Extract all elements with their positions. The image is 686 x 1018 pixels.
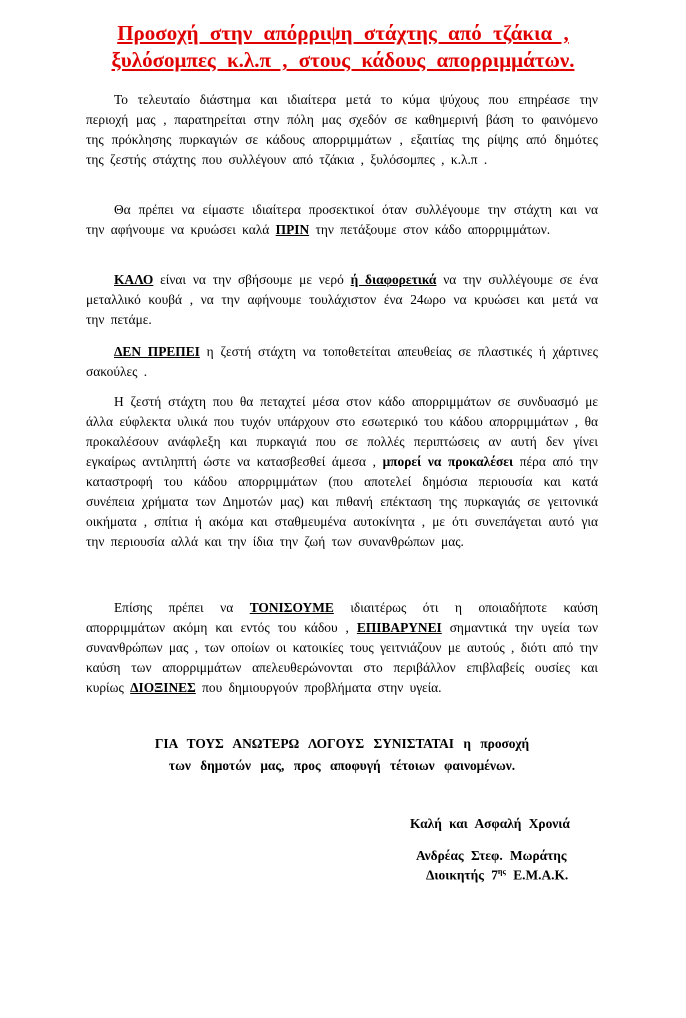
paragraph-6-text-1: Επίσης πρέπει να bbox=[114, 600, 234, 615]
paragraph-4-text: η ζεστή στάχτη να τοποθετείται απευθείας σε πλαστικές ή χάρτινες σακούλες . bbox=[86, 344, 598, 379]
role-superscript: ης bbox=[497, 867, 506, 876]
role-suffix: Ε.Μ.Α.Κ. bbox=[513, 867, 569, 883]
paragraph-6 bbox=[86, 598, 598, 698]
title-line-1: Προσοχή στην απόρριψη στάχτης από τζάκια , bbox=[117, 21, 569, 45]
paragraph-1-text: Το τελευταίο διάστημα και ιδιαίτερα μετά το κύμα ψύχους που επηρέασε την περιοχή μας , παρατηρείται στην πόλη μας σχεδόν σε καθημερινή βάση το φαινόμενο της πρόκλησης πυρκαγιών σε κάδους απορριμμάτων , εξαιτίας της ρίψης από δημότες της ζεστής στάχτης που συλλέγουν από τζάκια , ξυλόσομπες , κ.λ.π . bbox=[86, 92, 598, 167]
paragraph-2 bbox=[86, 200, 598, 240]
emphasis-epivarynei: ΕΠΙΒΑΡΥΝΕΙ bbox=[356, 620, 442, 635]
greeting: Καλή και Ασφαλή Χρονιά bbox=[410, 816, 570, 831]
paragraph-6-text-4: που δημιουργούν προβλήματα στην υγεία. bbox=[202, 680, 442, 695]
paragraph-5-text-2: πέρα από την καταστροφή του κάδου απορριμμάτων (που αποτελεί δημόσια περιουσία και κατά συνέπεια χρήματα των Δημοτών μας) και πιθανή επέκταση της πυρκαγιάς σε γειτονικά οικήματα , σπίτια ή ακόμα και σταθμευμένα αυτοκίνητα , με ότι συνεπάγεται αυτό για την περιουσία αλλά και την ίδια την ζωή των συνανθρώπων μας. bbox=[86, 454, 598, 549]
emphasis-diaforetika: ή διαφορετικά bbox=[350, 272, 437, 287]
paragraph-5 bbox=[86, 392, 598, 552]
paragraph-2-tail: την πετάξουμε στον κάδο απορριμμάτων. bbox=[315, 222, 551, 237]
paragraph-2-text: Θα πρέπει να είμαστε ιδιαίτερα προσεκτικοί όταν συλλέγουμε την στάχτη και να την αφήνουμε να κρυώσει καλά bbox=[86, 202, 598, 237]
conclusion-line-1: ΓΙΑ ΤΟΥΣ ΑΝΩΤΕΡΩ ΛΟΓΟΥΣ ΣΥΝΙΣΤΑΤΑΙ η προσοχή bbox=[154, 736, 530, 751]
paragraph-3-text-2: να την συλλέγουμε σε ένα μεταλλικό κουβά , να την αφήνουμε τουλάχιστον ένα 24ωρο να κρυώσει και μετά να την πετάμε. bbox=[86, 272, 599, 327]
role-prefix: Διοικητής 7 bbox=[426, 867, 498, 883]
paragraph-6-text-2: ιδιαιτέρως ότι η οποιαδήποτε καύση απορριμμάτων ακόμη και εντός του κάδου , bbox=[86, 600, 598, 635]
emphasis-kalo: ΚΑΛΟ bbox=[114, 272, 154, 287]
paragraph-5-text-1: Η ζεστή στάχτη που θα πεταχτεί μέσα στον κάδο απορριμμάτων σε συνδυασμό με άλλα εύφλεκτα υλικά που τυχόν υπάρχουν στο εσωτερικό του κάδου απορριμμάτων , θα προκαλέσουν ανάφλεξη και πυρκαγιά που σε πολλές περιπτώσεις αν αυτή δεν γίνει εγκαίρως αντιληπτή ώστε να κατασβεσθεί άμεσα , bbox=[86, 394, 598, 469]
signatory-name: Ανδρέας Στεφ. Μωράτης bbox=[416, 848, 567, 863]
paragraph-3-text-1: είναι να την σβήσουμε με νερό bbox=[160, 272, 344, 287]
emphasis-dioxines: ΔΙΟΞΙΝΕΣ bbox=[130, 680, 196, 695]
emphasis-mporei-na-prokalesei: μπορεί να προκαλέσει bbox=[382, 454, 514, 469]
document-title bbox=[60, 20, 626, 74]
paragraph-4 bbox=[86, 342, 598, 382]
paragraph-6-text-3: σημαντικά την υγεία των συνανθρώπων μας , των οποίων οι κατοικίες τους γειτνιάζουν με αυτούς , διότι από την καύση των απορριμμάτων απελευθερώνονται στο περιβάλλον επιβλαβείς ουσίες και κυρίως bbox=[86, 620, 598, 695]
emphasis-tonisoume: ΤΟΝΙΣΟΥΜΕ bbox=[249, 600, 334, 615]
paragraph-3 bbox=[86, 270, 598, 330]
emphasis-prin: ΠΡΙΝ bbox=[275, 222, 310, 237]
signatory-role bbox=[426, 862, 568, 885]
paragraph-1 bbox=[86, 90, 598, 170]
conclusion-line-2: των δημοτών μας, προς αποφυγή τέτοιων φαινομένων. bbox=[168, 758, 516, 773]
emphasis-den-prepei: ΔΕΝ ΠΡΕΠΕΙ bbox=[114, 344, 200, 359]
title-line-2: ξυλόσομπες κ.λ.π , στους κάδους απορριμμάτων. bbox=[111, 48, 575, 72]
conclusion bbox=[86, 733, 598, 777]
